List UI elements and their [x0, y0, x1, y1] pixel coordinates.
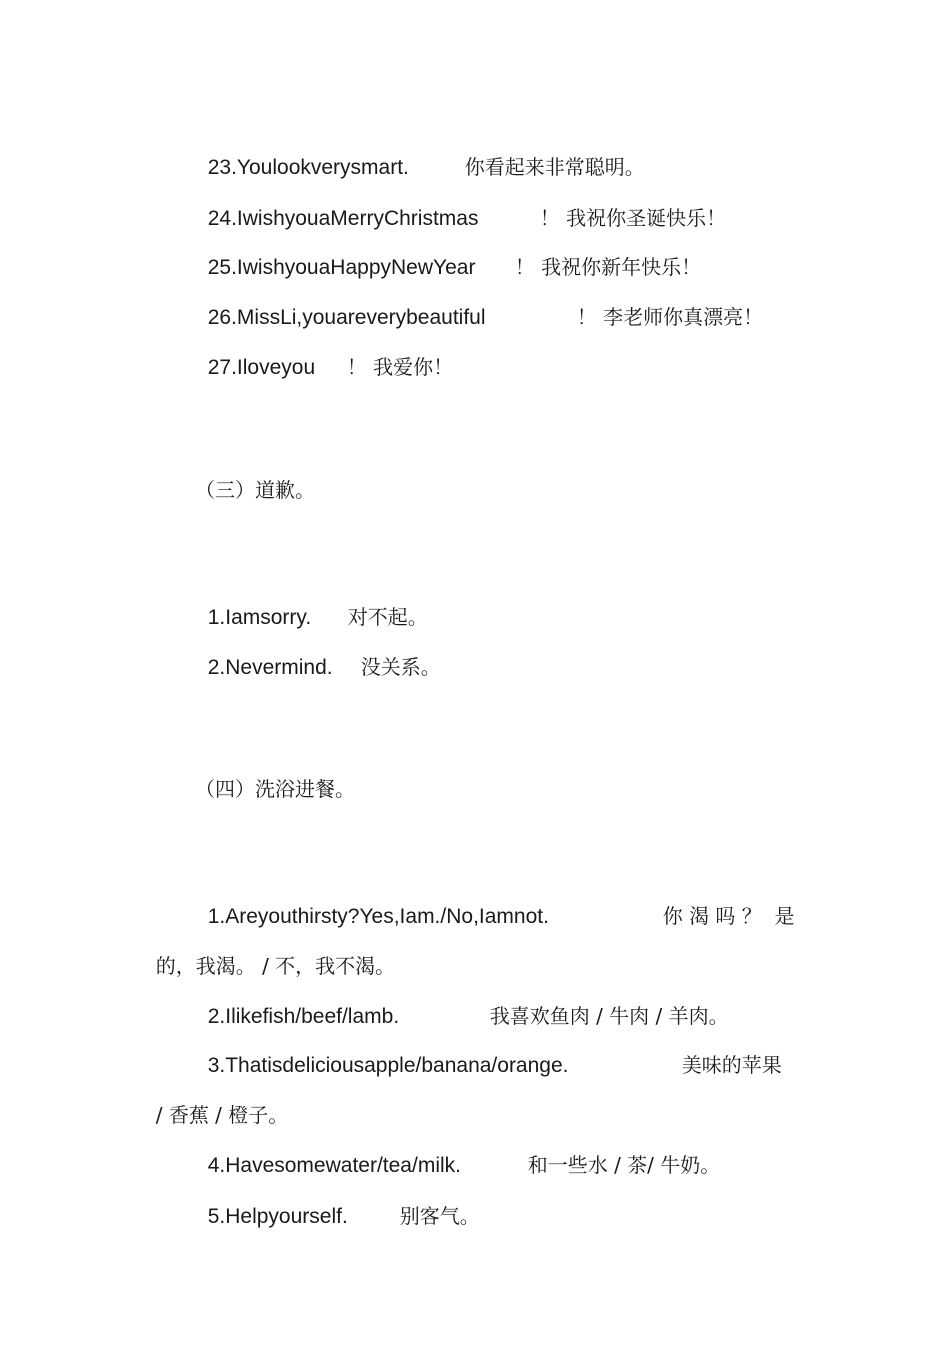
- phrase-translation-27: [334, 328, 453, 380]
- phrase-english: 2.Nevermind.: [207, 656, 333, 679]
- phrase-chinese: / 香蕉 / 橙子。: [155, 1103, 289, 1127]
- phrase-chinese: ！ 我祝你新年快乐！: [514, 255, 702, 279]
- phrase-chinese: 别客气。: [399, 1204, 480, 1228]
- phrase-english: 1.Iamsorry.: [207, 606, 312, 629]
- apology-line-2: [195, 628, 333, 681]
- phrase-chinese: 和一些水 / 茶/ 牛奶。: [527, 1153, 721, 1177]
- meal-line-5: [195, 1177, 348, 1230]
- meal-translation-1: [650, 877, 795, 929]
- phrase-chinese: ！ 我祝你圣诞快乐！: [539, 206, 727, 230]
- meal-line-4: [195, 1126, 461, 1179]
- phrase-translation-23: [452, 128, 645, 180]
- phrase-line-27: [195, 328, 315, 381]
- phrase-translation-26: [564, 278, 763, 330]
- phrase-english: 2.Ilikefish/beef/lamb.: [207, 1005, 400, 1028]
- phrase-line-24: [195, 179, 478, 232]
- meal-translation-3-continued: [143, 1076, 288, 1128]
- meal-translation-3: [669, 1026, 782, 1078]
- phrase-english: 5.Helpyourself.: [207, 1205, 348, 1228]
- meal-translation-1-continued: [143, 927, 395, 979]
- phrase-english: 27.Iloveyou: [207, 356, 316, 379]
- meal-line-2: [195, 977, 399, 1030]
- apology-translation-2: [348, 628, 441, 680]
- phrase-line-26: [195, 278, 486, 331]
- phrase-chinese: 没关系。: [360, 655, 441, 679]
- meal-translation-4: [515, 1126, 720, 1178]
- phrase-translation-25: [502, 228, 701, 280]
- phrase-translation-24: [527, 179, 726, 231]
- phrase-english: 4.Havesomewater/tea/milk.: [207, 1154, 461, 1177]
- phrase-english: 3.Thatisdeliciousapple/banana/orange.: [207, 1054, 569, 1077]
- phrase-chinese: 的，我渴。 / 不，我不渴。: [155, 954, 396, 978]
- phrase-line-23: [195, 128, 409, 181]
- meal-line-1: [195, 877, 549, 930]
- meal-translation-5: [387, 1177, 480, 1229]
- meal-line-3: [195, 1026, 568, 1079]
- phrase-chinese: 我喜欢鱼肉 / 牛肉 / 羊肉。: [489, 1004, 729, 1028]
- meal-translation-2: [477, 977, 729, 1029]
- phrase-chinese: ！ 我爱你！: [346, 355, 454, 379]
- phrase-chinese: ！ 李老师你真漂亮！: [576, 305, 764, 329]
- section-heading-apology: （三）道歉。: [195, 478, 315, 502]
- section-heading-meal: （四）洗浴进餐。: [195, 777, 355, 801]
- phrase-english: 23.Youlookverysmart.: [207, 156, 409, 179]
- phrase-chinese: 你看起来非常聪明。: [464, 155, 645, 179]
- phrase-chinese: 美味的苹果: [681, 1053, 782, 1077]
- phrase-chinese: 对不起。: [347, 605, 428, 629]
- phrase-english: 24.IwishyouaMerryChristmas: [207, 207, 479, 230]
- phrase-chinese: 你 渴 吗 ？ 是: [662, 904, 795, 928]
- apology-line-1: [195, 578, 311, 631]
- phrase-english: 25.IwishyouaHappyNewYear: [207, 256, 476, 279]
- phrase-english: 1.Areyouthirsty?Yes,Iam./No,Iamnot.: [207, 905, 549, 928]
- phrase-line-25: [195, 228, 475, 281]
- apology-translation-1: [335, 578, 428, 630]
- phrase-english: 26.MissLi,youareverybeautiful: [207, 306, 486, 329]
